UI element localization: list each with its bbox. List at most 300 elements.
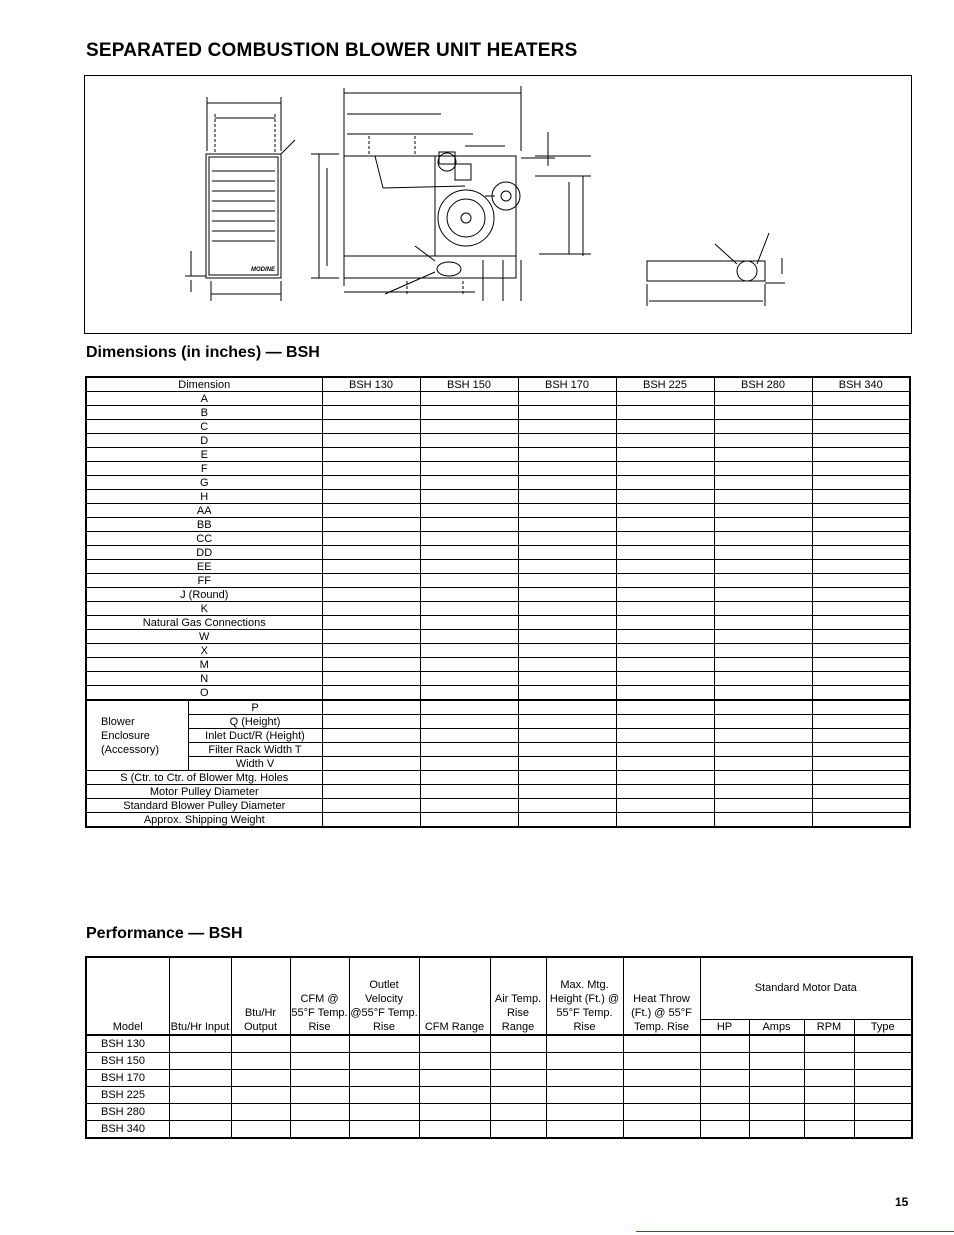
value-cell	[290, 1087, 349, 1104]
value-cell	[518, 644, 616, 658]
value-cell	[322, 420, 420, 434]
value-cell	[812, 686, 910, 701]
value-cell	[616, 392, 714, 406]
table-row	[86, 1053, 912, 1070]
value-cell	[714, 532, 812, 546]
modine-logo: MODINE	[251, 267, 275, 273]
value-cell	[290, 1035, 349, 1053]
value-cell	[616, 799, 714, 813]
value-cell	[714, 771, 812, 785]
value-cell	[420, 448, 518, 462]
table-row	[86, 630, 910, 644]
value-cell	[420, 757, 518, 771]
value-cell	[322, 602, 420, 616]
value-cell	[546, 1104, 623, 1121]
value-cell	[419, 1121, 490, 1139]
value-cell	[322, 392, 420, 406]
model-cell: BSH 280	[86, 1104, 169, 1121]
dimension-label: Standard Blower Pulley Diameter	[86, 799, 322, 813]
value-cell	[812, 406, 910, 420]
value-cell	[812, 672, 910, 686]
dimension-label: N	[86, 672, 322, 686]
dimension-label: J (Round)	[86, 588, 322, 602]
value-cell	[854, 1087, 912, 1104]
value-cell	[322, 448, 420, 462]
value-cell	[804, 1035, 854, 1053]
dimension-label: Q (Height)	[188, 715, 322, 729]
value-cell	[322, 504, 420, 518]
value-cell	[812, 771, 910, 785]
value-cell	[420, 574, 518, 588]
value-cell	[231, 1035, 290, 1053]
value-cell	[322, 588, 420, 602]
value-cell	[490, 1104, 546, 1121]
value-cell	[812, 462, 910, 476]
value-cell	[812, 644, 910, 658]
value-cell	[518, 771, 616, 785]
table-row	[86, 813, 910, 828]
value-cell	[714, 588, 812, 602]
value-cell	[518, 434, 616, 448]
value-cell	[420, 658, 518, 672]
dimension-label: AA	[86, 504, 322, 518]
value-cell	[623, 1035, 700, 1053]
value-cell	[169, 1035, 231, 1053]
value-cell	[804, 1104, 854, 1121]
value-cell	[231, 1087, 290, 1104]
value-cell	[322, 686, 420, 701]
value-cell	[616, 729, 714, 743]
value-cell	[854, 1053, 912, 1070]
header-amps: Amps	[749, 1019, 804, 1035]
value-cell	[231, 1053, 290, 1070]
value-cell	[322, 434, 420, 448]
value-cell	[322, 813, 420, 828]
value-cell	[812, 448, 910, 462]
value-cell	[490, 1053, 546, 1070]
enclosure-label: Blower Enclosure (Accessory)	[86, 700, 188, 771]
value-cell	[322, 532, 420, 546]
value-cell	[714, 715, 812, 729]
value-cell	[419, 1070, 490, 1087]
value-cell	[518, 757, 616, 771]
value-cell	[812, 700, 910, 715]
value-cell	[322, 729, 420, 743]
value-cell	[700, 1087, 749, 1104]
dimension-label: EE	[86, 560, 322, 574]
value-cell	[616, 476, 714, 490]
value-cell	[322, 785, 420, 799]
table-row	[86, 1070, 912, 1087]
value-cell	[420, 616, 518, 630]
footer-rule	[636, 1231, 954, 1232]
value-cell	[322, 700, 420, 715]
table-row	[86, 785, 910, 799]
value-cell	[812, 743, 910, 757]
value-cell	[169, 1053, 231, 1070]
value-cell	[420, 729, 518, 743]
value-cell	[518, 504, 616, 518]
value-cell	[322, 644, 420, 658]
value-cell	[812, 757, 910, 771]
value-cell	[419, 1053, 490, 1070]
value-cell	[623, 1104, 700, 1121]
value-cell	[420, 743, 518, 757]
value-cell	[518, 448, 616, 462]
value-cell	[518, 420, 616, 434]
dimension-label: D	[86, 434, 322, 448]
value-cell	[420, 518, 518, 532]
value-cell	[420, 546, 518, 560]
model-cell: BSH 150	[86, 1053, 169, 1070]
value-cell	[623, 1087, 700, 1104]
table-row	[86, 616, 910, 630]
value-cell	[322, 518, 420, 532]
dimension-label: G	[86, 476, 322, 490]
model-cell: BSH 225	[86, 1087, 169, 1104]
header-dimension: Dimension	[86, 377, 322, 392]
table-row	[86, 420, 910, 434]
value-cell	[420, 630, 518, 644]
value-cell	[419, 1104, 490, 1121]
value-cell	[616, 630, 714, 644]
value-cell	[812, 518, 910, 532]
value-cell	[490, 1121, 546, 1139]
value-cell	[322, 630, 420, 644]
table-row	[86, 700, 910, 715]
value-cell	[804, 1070, 854, 1087]
header-model: BSH 280	[714, 377, 812, 392]
table-row	[86, 532, 910, 546]
table-row	[86, 448, 910, 462]
value-cell	[546, 1087, 623, 1104]
value-cell	[518, 588, 616, 602]
dimension-label: BB	[86, 518, 322, 532]
value-cell	[616, 757, 714, 771]
value-cell	[349, 1121, 419, 1139]
performance-table	[85, 956, 913, 1139]
value-cell	[420, 785, 518, 799]
table-row	[86, 504, 910, 518]
value-cell	[812, 546, 910, 560]
value-cell	[322, 490, 420, 504]
value-cell	[616, 560, 714, 574]
value-cell	[616, 546, 714, 560]
value-cell	[714, 546, 812, 560]
value-cell	[420, 700, 518, 715]
value-cell	[290, 1104, 349, 1121]
value-cell	[518, 406, 616, 420]
table-row	[86, 1121, 912, 1139]
value-cell	[322, 715, 420, 729]
page-title: SEPARATED COMBUSTION BLOWER UNIT HEATERS	[86, 40, 578, 61]
value-cell	[420, 813, 518, 828]
value-cell	[518, 729, 616, 743]
table-row	[86, 686, 910, 701]
value-cell	[616, 448, 714, 462]
value-cell	[490, 1070, 546, 1087]
value-cell	[714, 644, 812, 658]
value-cell	[616, 686, 714, 701]
header-max-mtg-height: Max. Mtg. Height (Ft.) @ 55°F Temp. Rise	[546, 957, 623, 1035]
value-cell	[700, 1070, 749, 1087]
header-btu-input: Btu/Hr Input	[169, 957, 231, 1035]
value-cell	[812, 813, 910, 828]
value-cell	[714, 785, 812, 799]
value-cell	[420, 406, 518, 420]
value-cell	[349, 1053, 419, 1070]
value-cell	[749, 1121, 804, 1139]
model-cell: BSH 170	[86, 1070, 169, 1087]
value-cell	[714, 686, 812, 701]
value-cell	[854, 1035, 912, 1053]
value-cell	[290, 1053, 349, 1070]
value-cell	[749, 1053, 804, 1070]
value-cell	[349, 1104, 419, 1121]
dimension-label: Natural Gas Connections	[86, 616, 322, 630]
table-row	[86, 715, 910, 729]
header-model: BSH 130	[322, 377, 420, 392]
value-cell	[714, 574, 812, 588]
value-cell	[616, 574, 714, 588]
model-cell: BSH 130	[86, 1035, 169, 1053]
value-cell	[812, 630, 910, 644]
value-cell	[322, 658, 420, 672]
dimension-label: A	[86, 392, 322, 406]
value-cell	[714, 504, 812, 518]
value-cell	[169, 1087, 231, 1104]
value-cell	[290, 1070, 349, 1087]
value-cell	[518, 686, 616, 701]
table-row	[86, 406, 910, 420]
value-cell	[616, 715, 714, 729]
dimension-label: X	[86, 644, 322, 658]
value-cell	[322, 672, 420, 686]
value-cell	[749, 1070, 804, 1087]
page-number: 15	[895, 1195, 909, 1209]
table-row	[86, 476, 910, 490]
value-cell	[812, 560, 910, 574]
value-cell	[420, 715, 518, 729]
dimension-label: W	[86, 630, 322, 644]
value-cell	[616, 490, 714, 504]
header-model: BSH 340	[812, 377, 910, 392]
header-model: BSH 170	[518, 377, 616, 392]
dimension-label: Inlet Duct/R (Height)	[188, 729, 322, 743]
value-cell	[518, 462, 616, 476]
table-row	[86, 743, 910, 757]
value-cell	[518, 476, 616, 490]
value-cell	[349, 1070, 419, 1087]
value-cell	[616, 434, 714, 448]
value-cell	[420, 532, 518, 546]
header-hp: HP	[700, 1019, 749, 1035]
table-row	[86, 799, 910, 813]
side-view-body	[344, 156, 516, 278]
table-row	[86, 771, 910, 785]
value-cell	[623, 1070, 700, 1087]
value-cell	[700, 1035, 749, 1053]
value-cell	[616, 813, 714, 828]
table-row	[86, 1035, 912, 1053]
value-cell	[616, 658, 714, 672]
dimension-label: P	[188, 700, 322, 715]
value-cell	[812, 658, 910, 672]
value-cell	[231, 1121, 290, 1139]
value-cell	[420, 771, 518, 785]
dimensions-heading: Dimensions (in inches) — BSH	[86, 344, 320, 361]
value-cell	[518, 490, 616, 504]
value-cell	[714, 799, 812, 813]
value-cell	[420, 420, 518, 434]
value-cell	[322, 799, 420, 813]
table-row	[86, 546, 910, 560]
dimension-label: B	[86, 406, 322, 420]
value-cell	[322, 406, 420, 420]
table-row	[86, 658, 910, 672]
table-row	[86, 560, 910, 574]
value-cell	[749, 1087, 804, 1104]
value-cell	[490, 1035, 546, 1053]
value-cell	[420, 644, 518, 658]
table-row	[86, 757, 910, 771]
value-cell	[322, 546, 420, 560]
value-cell	[616, 406, 714, 420]
value-cell	[419, 1087, 490, 1104]
header-model: Model	[86, 957, 169, 1035]
value-cell	[420, 672, 518, 686]
value-cell	[616, 771, 714, 785]
table-row	[86, 490, 910, 504]
value-cell	[854, 1104, 912, 1121]
dimension-label: Width V	[188, 757, 322, 771]
value-cell	[812, 574, 910, 588]
value-cell	[714, 560, 812, 574]
dimension-label: F	[86, 462, 322, 476]
header-heat-throw: Heat Throw (Ft.) @ 55°F Temp. Rise	[623, 957, 700, 1035]
value-cell	[714, 392, 812, 406]
value-cell	[518, 630, 616, 644]
value-cell	[812, 490, 910, 504]
value-cell	[546, 1053, 623, 1070]
header-type: Type	[854, 1019, 912, 1035]
header-cfm: CFM @ 55°F Temp. Rise	[290, 957, 349, 1035]
value-cell	[518, 700, 616, 715]
value-cell	[714, 518, 812, 532]
table-row	[86, 644, 910, 658]
value-cell	[812, 729, 910, 743]
value-cell	[714, 700, 812, 715]
value-cell	[420, 434, 518, 448]
value-cell	[804, 1121, 854, 1139]
value-cell	[616, 644, 714, 658]
table-header-row	[86, 377, 910, 392]
value-cell	[714, 602, 812, 616]
header-air-temp-rise: Air Temp. Rise Range	[490, 957, 546, 1035]
value-cell	[420, 476, 518, 490]
table-row	[86, 392, 910, 406]
value-cell	[812, 476, 910, 490]
value-cell	[420, 504, 518, 518]
header-motor-data: Standard Motor Data	[700, 957, 912, 1019]
value-cell	[322, 757, 420, 771]
header-model: BSH 225	[616, 377, 714, 392]
louvers	[212, 171, 275, 241]
value-cell	[616, 672, 714, 686]
value-cell	[749, 1035, 804, 1053]
dimension-label: K	[86, 602, 322, 616]
value-cell	[490, 1087, 546, 1104]
value-cell	[420, 588, 518, 602]
value-cell	[169, 1121, 231, 1139]
value-cell	[812, 715, 910, 729]
front-view-body	[206, 154, 281, 278]
dimension-label: H	[86, 490, 322, 504]
header-cfm-range: CFM Range	[419, 957, 490, 1035]
header-rpm: RPM	[804, 1019, 854, 1035]
value-cell	[322, 616, 420, 630]
value-cell	[714, 616, 812, 630]
value-cell	[714, 729, 812, 743]
dimension-label: FF	[86, 574, 322, 588]
value-cell	[290, 1121, 349, 1139]
value-cell	[420, 602, 518, 616]
value-cell	[322, 743, 420, 757]
value-cell	[700, 1053, 749, 1070]
inlet-plan	[647, 261, 765, 281]
value-cell	[420, 686, 518, 701]
value-cell	[812, 799, 910, 813]
table-row	[86, 518, 910, 532]
dimension-label: Motor Pulley Diameter	[86, 785, 322, 799]
value-cell	[812, 434, 910, 448]
dimension-label: S (Ctr. to Ctr. of Blower Mtg. Holes	[86, 771, 322, 785]
table-row	[86, 729, 910, 743]
value-cell	[616, 588, 714, 602]
value-cell	[518, 672, 616, 686]
dimension-label: O	[86, 686, 322, 701]
value-cell	[616, 602, 714, 616]
value-cell	[616, 785, 714, 799]
value-cell	[616, 700, 714, 715]
header-outlet-velocity: Outlet Velocity @55°F Temp. Rise	[349, 957, 419, 1035]
value-cell	[623, 1121, 700, 1139]
dimension-label: E	[86, 448, 322, 462]
dimension-diagram	[84, 75, 912, 334]
value-cell	[518, 616, 616, 630]
value-cell	[518, 392, 616, 406]
value-cell	[518, 785, 616, 799]
value-cell	[231, 1070, 290, 1087]
dimension-label: DD	[86, 546, 322, 560]
value-cell	[714, 490, 812, 504]
value-cell	[812, 785, 910, 799]
value-cell	[322, 462, 420, 476]
value-cell	[546, 1121, 623, 1139]
value-cell	[812, 420, 910, 434]
value-cell	[518, 715, 616, 729]
value-cell	[804, 1087, 854, 1104]
value-cell	[518, 813, 616, 828]
value-cell	[419, 1035, 490, 1053]
dimension-label: M	[86, 658, 322, 672]
value-cell	[616, 616, 714, 630]
value-cell	[714, 406, 812, 420]
value-cell	[616, 532, 714, 546]
dimension-label: CC	[86, 532, 322, 546]
model-cell: BSH 340	[86, 1121, 169, 1139]
value-cell	[518, 532, 616, 546]
